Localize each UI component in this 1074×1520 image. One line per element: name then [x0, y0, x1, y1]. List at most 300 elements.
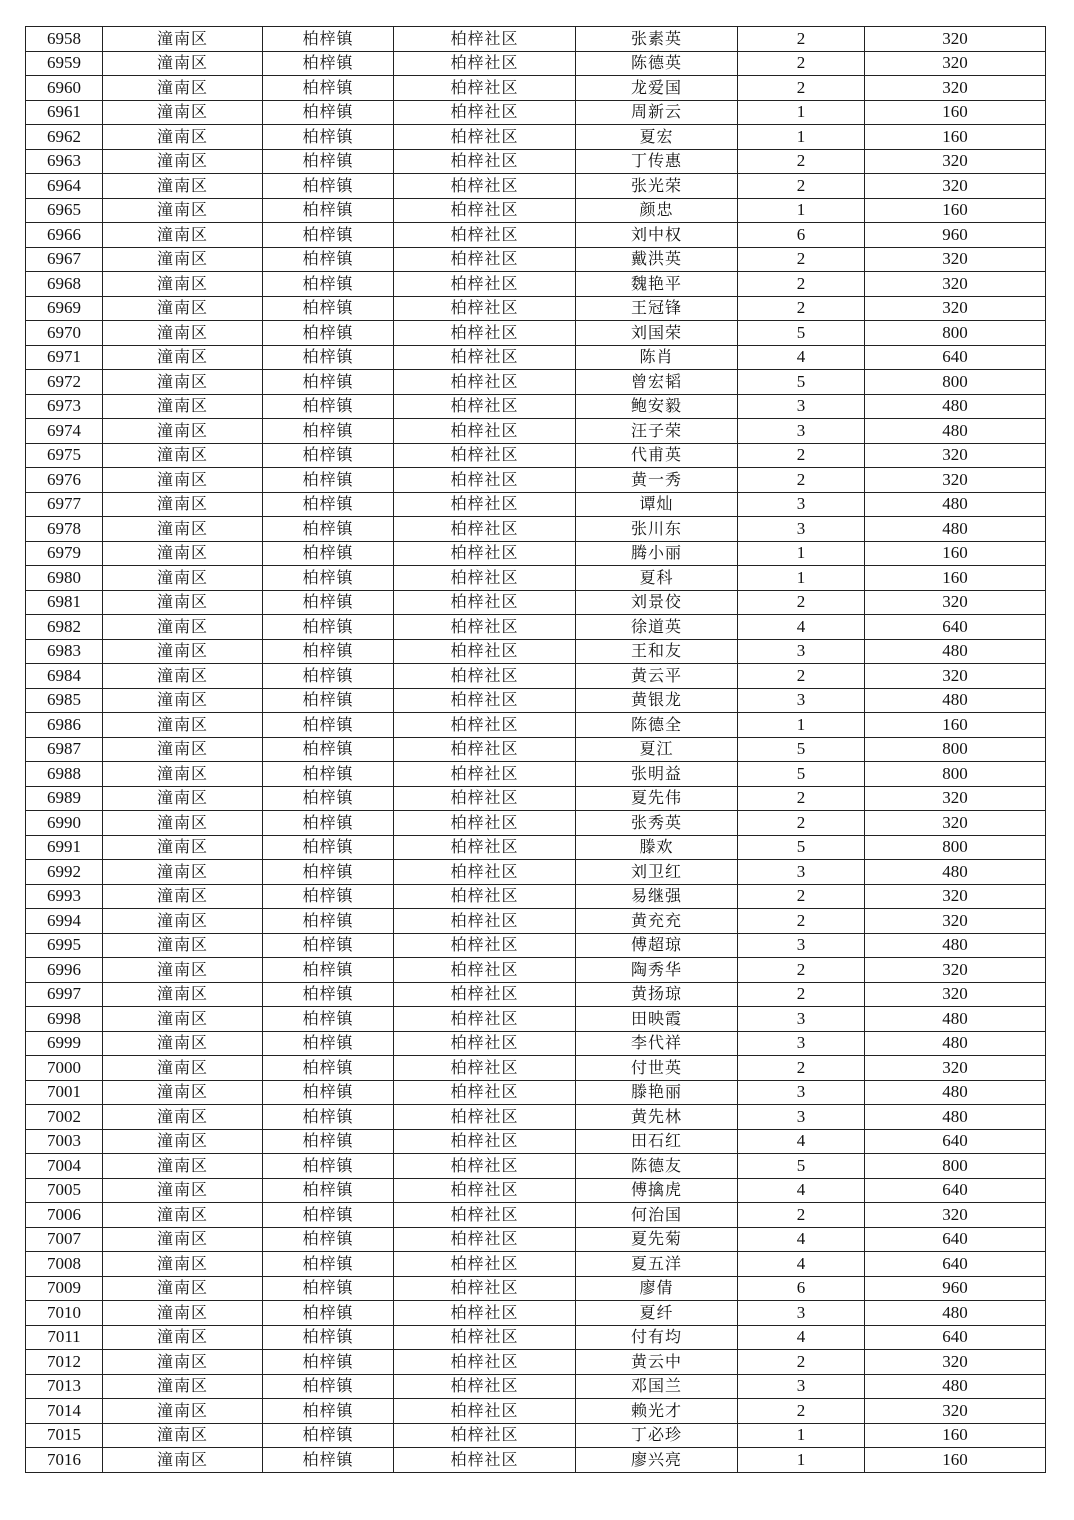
- table-row: [26, 982, 1046, 1007]
- district-cell: 潼南区: [103, 639, 263, 664]
- amount-cell: 160: [865, 713, 1046, 738]
- table-row: [26, 1252, 1046, 1277]
- household-size-cell: 1: [738, 541, 865, 566]
- name-cell: 龙爱国: [576, 76, 738, 101]
- table-row: [26, 100, 1046, 125]
- district-cell: 潼南区: [103, 1301, 263, 1326]
- household-size-cell: 1: [738, 713, 865, 738]
- household-size-cell: 2: [738, 272, 865, 297]
- row-number-cell: 6989: [26, 786, 103, 811]
- table-row: [26, 1105, 1046, 1130]
- household-size-cell: 4: [738, 345, 865, 370]
- town-cell: 柏梓镇: [263, 76, 394, 101]
- name-cell: 廖倩: [576, 1276, 738, 1301]
- district-cell: 潼南区: [103, 1252, 263, 1277]
- community-cell: 柏梓社区: [394, 835, 576, 860]
- row-number-cell: 7010: [26, 1301, 103, 1326]
- town-cell: 柏梓镇: [263, 884, 394, 909]
- town-cell: 柏梓镇: [263, 615, 394, 640]
- name-cell: 陈德全: [576, 713, 738, 738]
- district-cell: 潼南区: [103, 811, 263, 836]
- row-number-cell: 6988: [26, 762, 103, 787]
- name-cell: 王和友: [576, 639, 738, 664]
- table-row: [26, 345, 1046, 370]
- household-size-cell: 2: [738, 76, 865, 101]
- town-cell: 柏梓镇: [263, 394, 394, 419]
- name-cell: 赖光才: [576, 1399, 738, 1424]
- table-row: [26, 688, 1046, 713]
- name-cell: 邓国兰: [576, 1374, 738, 1399]
- town-cell: 柏梓镇: [263, 1105, 394, 1130]
- town-cell: 柏梓镇: [263, 1178, 394, 1203]
- town-cell: 柏梓镇: [263, 27, 394, 52]
- amount-cell: 800: [865, 835, 1046, 860]
- household-size-cell: 6: [738, 1276, 865, 1301]
- district-cell: 潼南区: [103, 247, 263, 272]
- community-cell: 柏梓社区: [394, 541, 576, 566]
- town-cell: 柏梓镇: [263, 982, 394, 1007]
- town-cell: 柏梓镇: [263, 1374, 394, 1399]
- community-cell: 柏梓社区: [394, 1154, 576, 1179]
- community-cell: 柏梓社区: [394, 909, 576, 934]
- household-size-cell: 2: [738, 247, 865, 272]
- household-size-cell: 5: [738, 762, 865, 787]
- name-cell: 傅超琼: [576, 933, 738, 958]
- community-cell: 柏梓社区: [394, 125, 576, 150]
- row-number-cell: 7007: [26, 1227, 103, 1252]
- community-cell: 柏梓社区: [394, 860, 576, 885]
- row-number-cell: 6997: [26, 982, 103, 1007]
- district-cell: 潼南区: [103, 1448, 263, 1473]
- name-cell: 陈德英: [576, 51, 738, 76]
- name-cell: 李代祥: [576, 1031, 738, 1056]
- name-cell: 田映霞: [576, 1007, 738, 1032]
- amount-cell: 480: [865, 1301, 1046, 1326]
- row-number-cell: 6985: [26, 688, 103, 713]
- town-cell: 柏梓镇: [263, 149, 394, 174]
- name-cell: 傅擒虎: [576, 1178, 738, 1203]
- name-cell: 夏宏: [576, 125, 738, 150]
- household-size-cell: 3: [738, 492, 865, 517]
- row-number-cell: 7003: [26, 1129, 103, 1154]
- town-cell: 柏梓镇: [263, 1448, 394, 1473]
- district-cell: 潼南区: [103, 688, 263, 713]
- amount-cell: 480: [865, 517, 1046, 542]
- amount-cell: 320: [865, 590, 1046, 615]
- amount-cell: 320: [865, 296, 1046, 321]
- district-cell: 潼南区: [103, 737, 263, 762]
- amount-cell: 320: [865, 1399, 1046, 1424]
- row-number-cell: 6962: [26, 125, 103, 150]
- district-cell: 潼南区: [103, 835, 263, 860]
- district-cell: 潼南区: [103, 1105, 263, 1130]
- community-cell: 柏梓社区: [394, 296, 576, 321]
- amount-cell: 480: [865, 1031, 1046, 1056]
- amount-cell: 320: [865, 174, 1046, 199]
- community-cell: 柏梓社区: [394, 615, 576, 640]
- name-cell: 夏五洋: [576, 1252, 738, 1277]
- table-row: [26, 1350, 1046, 1375]
- table-row: [26, 1423, 1046, 1448]
- name-cell: 张明益: [576, 762, 738, 787]
- community-cell: 柏梓社区: [394, 223, 576, 248]
- community-cell: 柏梓社区: [394, 786, 576, 811]
- name-cell: 黄云平: [576, 664, 738, 689]
- row-number-cell: 6987: [26, 737, 103, 762]
- name-cell: 滕艳丽: [576, 1080, 738, 1105]
- row-number-cell: 6971: [26, 345, 103, 370]
- name-cell: 丁传惠: [576, 149, 738, 174]
- row-number-cell: 6993: [26, 884, 103, 909]
- table-row: [26, 933, 1046, 958]
- amount-cell: 640: [865, 615, 1046, 640]
- household-size-cell: 4: [738, 1178, 865, 1203]
- district-cell: 潼南区: [103, 223, 263, 248]
- row-number-cell: 7013: [26, 1374, 103, 1399]
- district-cell: 潼南区: [103, 664, 263, 689]
- table-row: [26, 321, 1046, 346]
- table-row: [26, 1374, 1046, 1399]
- name-cell: 夏科: [576, 566, 738, 591]
- district-cell: 潼南区: [103, 1203, 263, 1228]
- row-number-cell: 7006: [26, 1203, 103, 1228]
- community-cell: 柏梓社区: [394, 1399, 576, 1424]
- amount-cell: 800: [865, 737, 1046, 762]
- table-row: [26, 1129, 1046, 1154]
- table-row: [26, 737, 1046, 762]
- row-number-cell: 6972: [26, 370, 103, 395]
- district-cell: 潼南区: [103, 1056, 263, 1081]
- row-number-cell: 6979: [26, 541, 103, 566]
- district-cell: 潼南区: [103, 272, 263, 297]
- household-size-cell: 3: [738, 639, 865, 664]
- amount-cell: 160: [865, 1448, 1046, 1473]
- district-cell: 潼南区: [103, 933, 263, 958]
- table-row: [26, 394, 1046, 419]
- town-cell: 柏梓镇: [263, 272, 394, 297]
- row-number-cell: 6986: [26, 713, 103, 738]
- district-cell: 潼南区: [103, 1276, 263, 1301]
- household-size-cell: 2: [738, 443, 865, 468]
- amount-cell: 480: [865, 860, 1046, 885]
- name-cell: 张秀英: [576, 811, 738, 836]
- amount-cell: 320: [865, 1350, 1046, 1375]
- district-cell: 潼南区: [103, 1399, 263, 1424]
- name-cell: 夏先伟: [576, 786, 738, 811]
- table-row: [26, 1154, 1046, 1179]
- table-row: [26, 835, 1046, 860]
- household-size-cell: 2: [738, 884, 865, 909]
- amount-cell: 640: [865, 1325, 1046, 1350]
- amount-cell: 800: [865, 1154, 1046, 1179]
- name-cell: 代甫英: [576, 443, 738, 468]
- town-cell: 柏梓镇: [263, 639, 394, 664]
- town-cell: 柏梓镇: [263, 1129, 394, 1154]
- town-cell: 柏梓镇: [263, 223, 394, 248]
- name-cell: 张素英: [576, 27, 738, 52]
- household-size-cell: 2: [738, 811, 865, 836]
- community-cell: 柏梓社区: [394, 76, 576, 101]
- table-row: [26, 76, 1046, 101]
- amount-cell: 320: [865, 1056, 1046, 1081]
- district-cell: 潼南区: [103, 590, 263, 615]
- district-cell: 潼南区: [103, 1129, 263, 1154]
- town-cell: 柏梓镇: [263, 958, 394, 983]
- row-number-cell: 6970: [26, 321, 103, 346]
- town-cell: 柏梓镇: [263, 419, 394, 444]
- table-row: [26, 909, 1046, 934]
- name-cell: 何治国: [576, 1203, 738, 1228]
- name-cell: 张川东: [576, 517, 738, 542]
- household-size-cell: 3: [738, 860, 865, 885]
- household-size-cell: 3: [738, 1007, 865, 1032]
- amount-cell: 160: [865, 125, 1046, 150]
- household-size-cell: 3: [738, 1031, 865, 1056]
- table-row: [26, 1301, 1046, 1326]
- row-number-cell: 6992: [26, 860, 103, 885]
- town-cell: 柏梓镇: [263, 737, 394, 762]
- town-cell: 柏梓镇: [263, 1423, 394, 1448]
- table-row: [26, 198, 1046, 223]
- community-cell: 柏梓社区: [394, 51, 576, 76]
- roster-table-body: [26, 27, 1046, 1473]
- table-row: [26, 1203, 1046, 1228]
- community-cell: 柏梓社区: [394, 394, 576, 419]
- community-cell: 柏梓社区: [394, 1325, 576, 1350]
- household-size-cell: 1: [738, 100, 865, 125]
- amount-cell: 800: [865, 321, 1046, 346]
- row-number-cell: 6974: [26, 419, 103, 444]
- name-cell: 刘卫红: [576, 860, 738, 885]
- town-cell: 柏梓镇: [263, 1007, 394, 1032]
- community-cell: 柏梓社区: [394, 1252, 576, 1277]
- district-cell: 潼南区: [103, 394, 263, 419]
- community-cell: 柏梓社区: [394, 1031, 576, 1056]
- amount-cell: 480: [865, 1374, 1046, 1399]
- community-cell: 柏梓社区: [394, 639, 576, 664]
- community-cell: 柏梓社区: [394, 713, 576, 738]
- name-cell: 黄扬琼: [576, 982, 738, 1007]
- town-cell: 柏梓镇: [263, 1325, 394, 1350]
- amount-cell: 160: [865, 100, 1046, 125]
- community-cell: 柏梓社区: [394, 1203, 576, 1228]
- table-row: [26, 1448, 1046, 1473]
- district-cell: 潼南区: [103, 76, 263, 101]
- table-row: [26, 786, 1046, 811]
- district-cell: 潼南区: [103, 492, 263, 517]
- table-row: [26, 958, 1046, 983]
- town-cell: 柏梓镇: [263, 590, 394, 615]
- table-row: [26, 860, 1046, 885]
- district-cell: 潼南区: [103, 1423, 263, 1448]
- table-row: [26, 1276, 1046, 1301]
- community-cell: 柏梓社区: [394, 1080, 576, 1105]
- name-cell: 谭灿: [576, 492, 738, 517]
- community-cell: 柏梓社区: [394, 100, 576, 125]
- household-size-cell: 3: [738, 517, 865, 542]
- town-cell: 柏梓镇: [263, 174, 394, 199]
- town-cell: 柏梓镇: [263, 566, 394, 591]
- household-size-cell: 3: [738, 1301, 865, 1326]
- district-cell: 潼南区: [103, 468, 263, 493]
- name-cell: 刘景佼: [576, 590, 738, 615]
- row-number-cell: 7008: [26, 1252, 103, 1277]
- household-size-cell: 1: [738, 198, 865, 223]
- household-size-cell: 2: [738, 786, 865, 811]
- name-cell: 魏艳平: [576, 272, 738, 297]
- amount-cell: 320: [865, 27, 1046, 52]
- community-cell: 柏梓社区: [394, 492, 576, 517]
- name-cell: 黄云中: [576, 1350, 738, 1375]
- amount-cell: 480: [865, 933, 1046, 958]
- name-cell: 夏江: [576, 737, 738, 762]
- table-row: [26, 174, 1046, 199]
- town-cell: 柏梓镇: [263, 860, 394, 885]
- table-row: [26, 762, 1046, 787]
- household-size-cell: 1: [738, 125, 865, 150]
- district-cell: 潼南区: [103, 443, 263, 468]
- household-size-cell: 2: [738, 1350, 865, 1375]
- town-cell: 柏梓镇: [263, 1301, 394, 1326]
- table-row: [26, 566, 1046, 591]
- name-cell: 刘中权: [576, 223, 738, 248]
- district-cell: 潼南区: [103, 884, 263, 909]
- town-cell: 柏梓镇: [263, 468, 394, 493]
- district-cell: 潼南区: [103, 296, 263, 321]
- table-row: [26, 27, 1046, 52]
- town-cell: 柏梓镇: [263, 296, 394, 321]
- household-size-cell: 2: [738, 27, 865, 52]
- table-row: [26, 1178, 1046, 1203]
- household-size-cell: 5: [738, 835, 865, 860]
- town-cell: 柏梓镇: [263, 933, 394, 958]
- town-cell: 柏梓镇: [263, 247, 394, 272]
- community-cell: 柏梓社区: [394, 737, 576, 762]
- town-cell: 柏梓镇: [263, 1154, 394, 1179]
- name-cell: 田石红: [576, 1129, 738, 1154]
- row-number-cell: 7011: [26, 1325, 103, 1350]
- row-number-cell: 6961: [26, 100, 103, 125]
- row-number-cell: 6982: [26, 615, 103, 640]
- row-number-cell: 6978: [26, 517, 103, 542]
- name-cell: 陈肖: [576, 345, 738, 370]
- row-number-cell: 6968: [26, 272, 103, 297]
- row-number-cell: 6994: [26, 909, 103, 934]
- town-cell: 柏梓镇: [263, 664, 394, 689]
- community-cell: 柏梓社区: [394, 517, 576, 542]
- household-size-cell: 4: [738, 1252, 865, 1277]
- row-number-cell: 6990: [26, 811, 103, 836]
- name-cell: 付世英: [576, 1056, 738, 1081]
- name-cell: 黄一秀: [576, 468, 738, 493]
- household-size-cell: 5: [738, 737, 865, 762]
- amount-cell: 480: [865, 394, 1046, 419]
- community-cell: 柏梓社区: [394, 419, 576, 444]
- household-size-cell: 4: [738, 615, 865, 640]
- household-size-cell: 2: [738, 1399, 865, 1424]
- community-cell: 柏梓社区: [394, 884, 576, 909]
- community-cell: 柏梓社区: [394, 468, 576, 493]
- town-cell: 柏梓镇: [263, 345, 394, 370]
- table-row: [26, 639, 1046, 664]
- table-row: [26, 370, 1046, 395]
- name-cell: 黄银龙: [576, 688, 738, 713]
- name-cell: 曾宏韬: [576, 370, 738, 395]
- name-cell: 陈德友: [576, 1154, 738, 1179]
- amount-cell: 640: [865, 345, 1046, 370]
- district-cell: 潼南区: [103, 1374, 263, 1399]
- row-number-cell: 6960: [26, 76, 103, 101]
- community-cell: 柏梓社区: [394, 1276, 576, 1301]
- town-cell: 柏梓镇: [263, 1252, 394, 1277]
- name-cell: 戴洪英: [576, 247, 738, 272]
- row-number-cell: 6998: [26, 1007, 103, 1032]
- row-number-cell: 6996: [26, 958, 103, 983]
- row-number-cell: 7016: [26, 1448, 103, 1473]
- amount-cell: 320: [865, 982, 1046, 1007]
- table-row: [26, 492, 1046, 517]
- household-size-cell: 1: [738, 566, 865, 591]
- town-cell: 柏梓镇: [263, 1399, 394, 1424]
- row-number-cell: 7012: [26, 1350, 103, 1375]
- amount-cell: 320: [865, 443, 1046, 468]
- table-row: [26, 541, 1046, 566]
- table-row: [26, 223, 1046, 248]
- district-cell: 潼南区: [103, 51, 263, 76]
- household-size-cell: 2: [738, 174, 865, 199]
- household-size-cell: 1: [738, 1448, 865, 1473]
- amount-cell: 320: [865, 664, 1046, 689]
- town-cell: 柏梓镇: [263, 835, 394, 860]
- district-cell: 潼南区: [103, 860, 263, 885]
- table-row: [26, 615, 1046, 640]
- table-row: [26, 1325, 1046, 1350]
- district-cell: 潼南区: [103, 541, 263, 566]
- name-cell: 黄先林: [576, 1105, 738, 1130]
- amount-cell: 320: [865, 786, 1046, 811]
- district-cell: 潼南区: [103, 27, 263, 52]
- amount-cell: 320: [865, 272, 1046, 297]
- district-cell: 潼南区: [103, 1178, 263, 1203]
- amount-cell: 800: [865, 762, 1046, 787]
- town-cell: 柏梓镇: [263, 198, 394, 223]
- row-number-cell: 7004: [26, 1154, 103, 1179]
- town-cell: 柏梓镇: [263, 688, 394, 713]
- name-cell: 易继强: [576, 884, 738, 909]
- row-number-cell: 6977: [26, 492, 103, 517]
- amount-cell: 160: [865, 566, 1046, 591]
- row-number-cell: 6991: [26, 835, 103, 860]
- name-cell: 廖兴亮: [576, 1448, 738, 1473]
- district-cell: 潼南区: [103, 909, 263, 934]
- amount-cell: 320: [865, 468, 1046, 493]
- household-size-cell: 2: [738, 296, 865, 321]
- district-cell: 潼南区: [103, 125, 263, 150]
- district-cell: 潼南区: [103, 174, 263, 199]
- table-row: [26, 272, 1046, 297]
- amount-cell: 480: [865, 1080, 1046, 1105]
- row-number-cell: 6984: [26, 664, 103, 689]
- town-cell: 柏梓镇: [263, 370, 394, 395]
- household-size-cell: 3: [738, 688, 865, 713]
- amount-cell: 480: [865, 1007, 1046, 1032]
- amount-cell: 960: [865, 1276, 1046, 1301]
- district-cell: 潼南区: [103, 1325, 263, 1350]
- community-cell: 柏梓社区: [394, 149, 576, 174]
- community-cell: 柏梓社区: [394, 370, 576, 395]
- town-cell: 柏梓镇: [263, 492, 394, 517]
- community-cell: 柏梓社区: [394, 247, 576, 272]
